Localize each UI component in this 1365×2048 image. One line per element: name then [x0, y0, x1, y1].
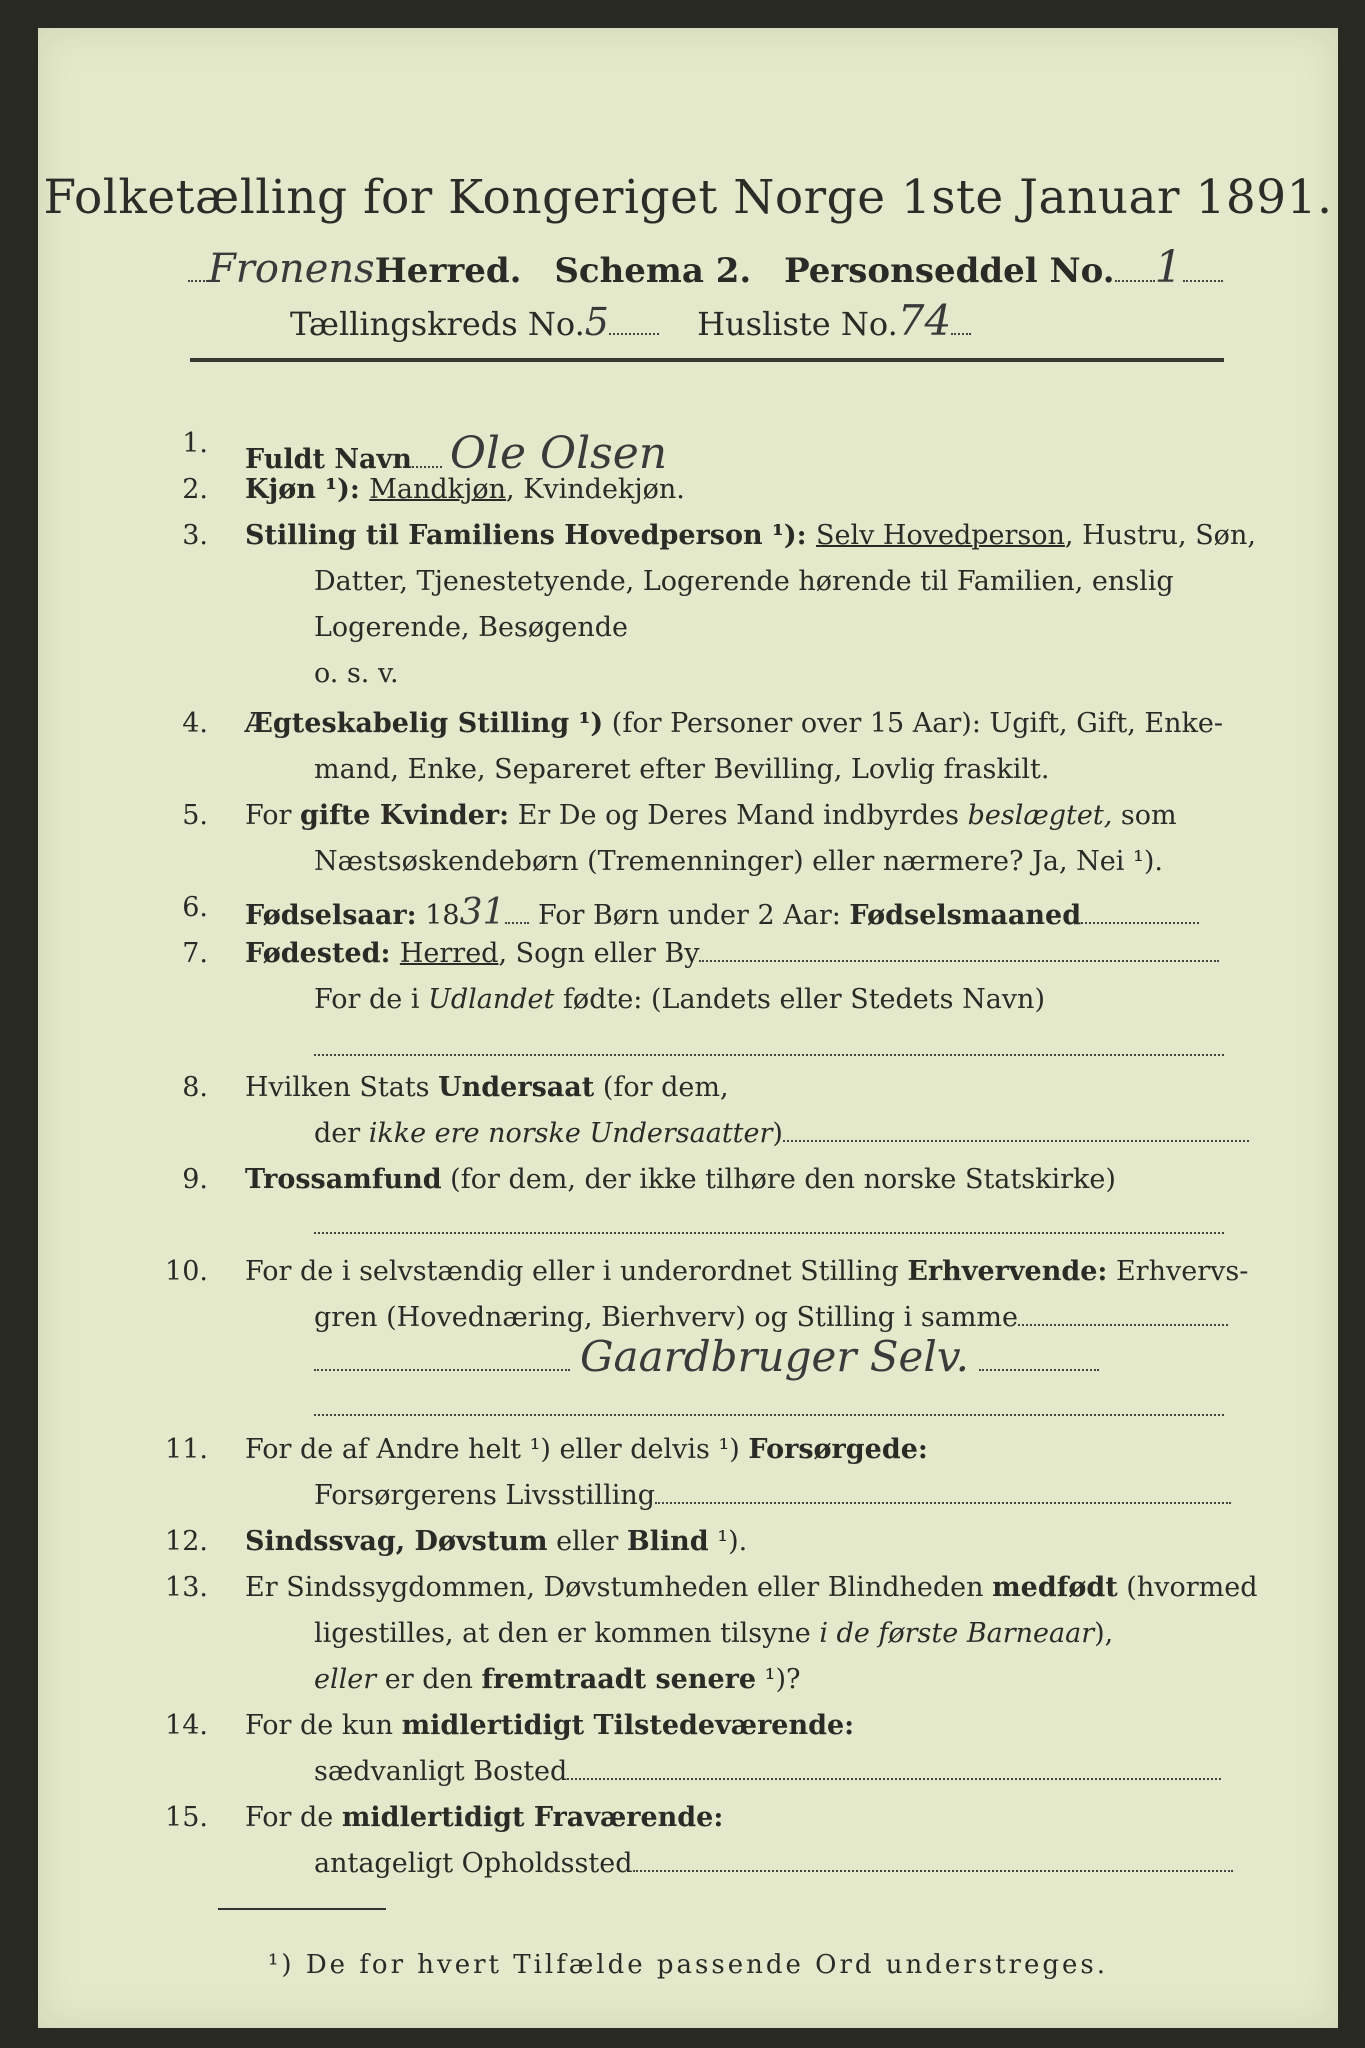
item-9-line-2 — [314, 1210, 1224, 1241]
item-7-line-2: For de i Udlandet fødte: (Landets eller Stedets Navn) — [314, 984, 1045, 1015]
item-7-line-3 — [314, 1032, 1224, 1063]
item-14-temporary-present: For de kun midlertidigt Tilstedeværende: — [245, 1710, 855, 1741]
personseddel-label: Personseddel No. — [784, 251, 1115, 291]
census-form-sheet — [38, 28, 1338, 2028]
item-number-1: 1. — [182, 428, 208, 459]
item-5-line-2: Næstsøskendebørn (Tremenninger) eller nærmere? Ja, Nei ¹). — [314, 846, 1163, 877]
header-line-1 — [188, 242, 1223, 293]
item-11-supported: For de af Andre helt ¹) eller delvis ¹) Forsørgede: — [245, 1434, 928, 1465]
item-10-line-2: gren (Hovednæring, Bierhverv) og Stilling i samme — [314, 1302, 1228, 1333]
item-10-line-4 — [314, 1392, 1224, 1423]
item-15-temporary-absent: For de midlertidigt Fraværende: — [245, 1802, 724, 1833]
item-9-religion: Trossamfund (for dem, der ikke tilhøre den norske Statskirke) — [245, 1164, 1116, 1195]
item-6-birth-year: Fødselsaar: 1831 For Børn under 2 Aar: Fødselsmaaned — [245, 892, 1199, 933]
item-number-12: 12. — [165, 1526, 208, 1557]
item-number-13: 13. — [165, 1572, 208, 1603]
husliste-label: Husliste No. — [697, 305, 898, 343]
item-number-4: 4. — [182, 708, 208, 739]
item-11-line-2: Forsørgerens Livsstilling — [314, 1480, 1231, 1511]
item-3-line-4: o. s. v. — [314, 658, 399, 689]
item-number-6: 6. — [182, 892, 208, 923]
item-13-congenital: Er Sindssygdommen, Døvstumheden eller Blindheden medfødt (hvormed — [245, 1572, 1258, 1603]
item-number-2: 2. — [182, 474, 208, 505]
item-number-14: 14. — [165, 1710, 208, 1741]
item-3-family-position: Stilling til Familiens Hovedperson ¹): Selv Hovedperson, Hustru, Søn, — [245, 520, 1256, 551]
schema-label: Schema 2. — [554, 251, 752, 291]
item-4-line-2: mand, Enke, Separeret efter Bevilling, Lovlig fraskilt. — [314, 754, 1050, 785]
item-8-citizenship: Hvilken Stats Undersaat (for dem, — [245, 1072, 729, 1103]
occupation-value: Gaardbruger Selv. — [580, 1332, 969, 1381]
item-5-married-women: For gifte Kvinder: Er De og Deres Mand indbyrdes beslægtet, som — [245, 800, 1177, 831]
item-3-line-2: Datter, Tjenestetyende, Logerende hørende til Familien, enslig — [314, 566, 1174, 597]
item-13-line-2: ligestilles, at den er kommen tilsyne i de første Barneaar), — [314, 1618, 1114, 1649]
item-1-full-name: Fuldt Navn Ole Olsen — [245, 428, 668, 479]
item-15-line-2: antageligt Opholdssted — [314, 1848, 1233, 1879]
item-13-line-3: eller er den fremtraadt senere ¹)? — [314, 1664, 801, 1695]
item-10-line-3 — [314, 1332, 1099, 1381]
form-title: Folketælling for Kongeriget Norge 1ste Januar 1891. — [43, 170, 1333, 225]
header-line-2 — [290, 296, 971, 345]
personseddel-value: 1 — [1154, 242, 1183, 293]
birth-year-value: 31 — [459, 892, 506, 933]
item-number-3: 3. — [182, 520, 208, 551]
item-14-line-2: sædvanligt Bosted — [314, 1756, 1221, 1787]
item-number-5: 5. — [182, 800, 208, 831]
item-number-9: 9. — [182, 1164, 208, 1195]
footnote: ¹) De for hvert Tilfælde passende Ord understreges. — [267, 1950, 1108, 1980]
birthplace-selected: Herred — [399, 938, 499, 969]
herred-value: Fronens — [208, 246, 375, 292]
footnote-rule — [218, 1908, 386, 1910]
husliste-value: 74 — [897, 296, 952, 345]
item-7-birthplace: Fødested: Herred, Sogn eller By — [245, 938, 1219, 969]
item-10-occupation: For de i selvstændig eller i underordnet Stilling Erhvervende: Erhvervs- — [245, 1256, 1249, 1287]
item-number-8: 8. — [182, 1072, 208, 1103]
item-3-line-3: Logerende, Besøgende — [314, 612, 628, 643]
item-8-line-2: der ikke ere norske Undersaatter) — [314, 1118, 1249, 1149]
item-4-marital-status: Ægteskabelig Stilling ¹) (for Personer over 15 Aar): Ugift, Gift, Enke- — [245, 708, 1223, 739]
name-value: Ole Olsen — [449, 428, 668, 479]
kreds-value: 5 — [584, 300, 609, 344]
kreds-label: Tællingskreds No. — [290, 305, 585, 343]
item-number-7: 7. — [182, 938, 208, 969]
item-number-11: 11. — [165, 1434, 208, 1465]
herred-label: Herred. — [374, 251, 522, 291]
item-number-15: 15. — [165, 1802, 208, 1833]
item-number-10: 10. — [165, 1256, 208, 1287]
header-rule — [190, 358, 1224, 362]
position-selected: Selv Hovedperson — [815, 520, 1065, 551]
item-2-gender: Kjøn ¹): Mandkjøn, Kvindekjøn. — [245, 474, 685, 505]
gender-selected: Mandkjøn — [369, 474, 507, 505]
item-12-disability: Sindssvag, Døvstum eller Blind ¹). — [245, 1526, 748, 1557]
